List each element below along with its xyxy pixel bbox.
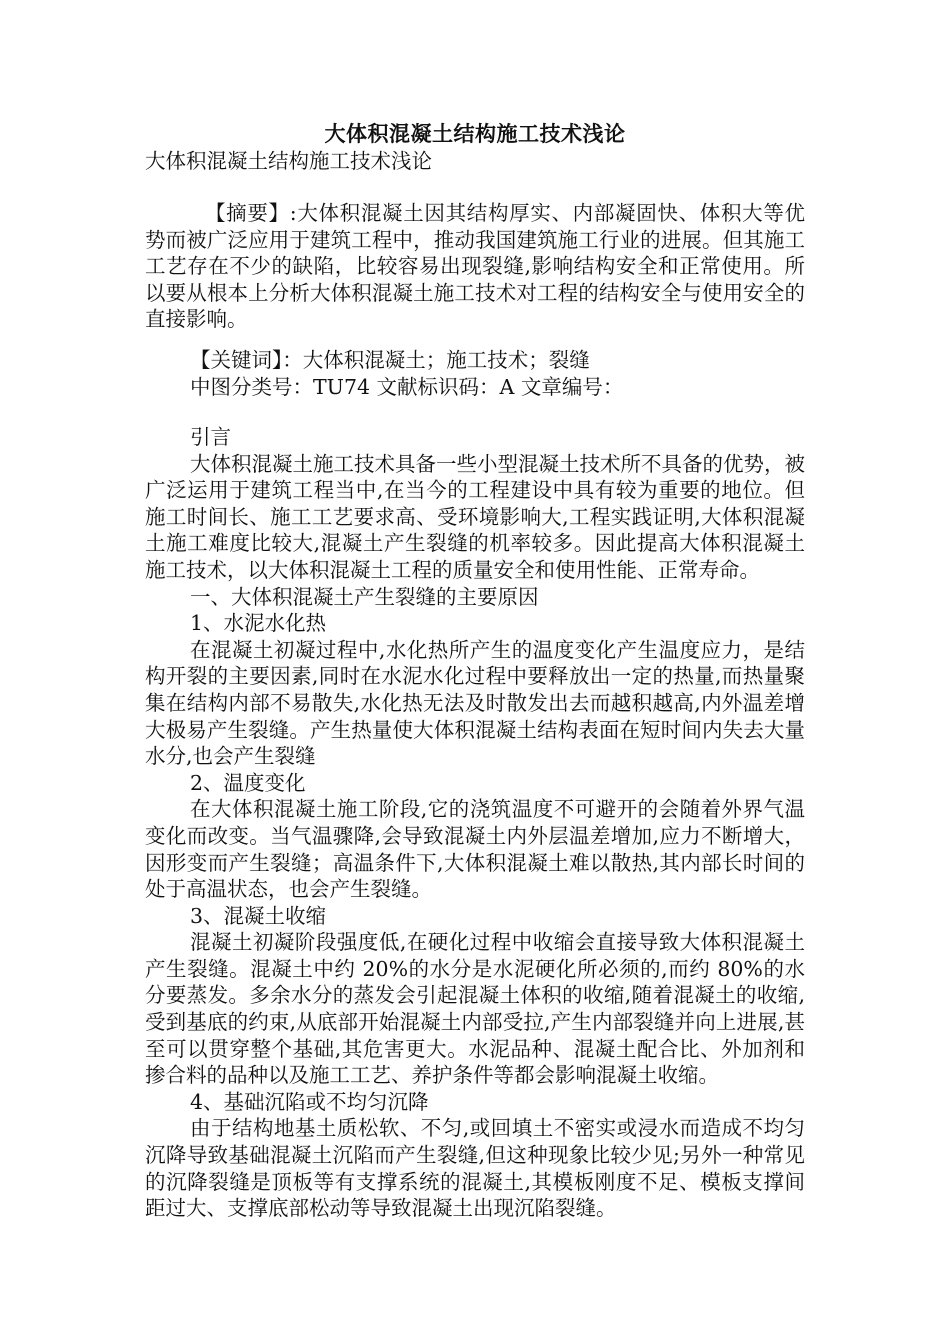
- abstract-paragraph: 【摘要】:大体积混凝土因其结构厚实、内部凝固快、体积大等优势而被广泛应用于建筑工程中，推动我国建筑施工行业的进展。但其施工工艺存在不少的缺陷，比较容易出现裂缝,影响结构安全和正常使用。所以要从根本上分析大体积混凝土施工技术对工程的结构安全与使用安全的直接影响。: [145, 201, 805, 332]
- settlement-paragraph: 由于结构地基土质松软、不匀,或回填土不密实或浸水而造成不均匀沉降导致基础混凝土沉陷而产生裂缝,但这种现象比较少见;另外一种常见的沉降裂缝是顶板等有支撑系统的混凝土,其模板刚度不足、模板支撑间距过大、支撑底部松动等导致混凝土出现沉陷裂缝。: [145, 1116, 805, 1221]
- keywords-block: [145, 347, 805, 400]
- intro-heading: 引言: [190, 425, 231, 449]
- document-title: 大体积混凝土结构施工技术浅论: [324, 121, 626, 146]
- abstract-block: [145, 200, 805, 333]
- subsection-heading-hydration-heat: 1、水泥水化热: [190, 611, 327, 636]
- hydration-heat-paragraph: 在混凝土初凝过程中,水化热所产生的温度变化产生温度应力，是结构开裂的主要因素,同时在水泥水化过程中要释放出一定的热量,而热量聚集在结构内部不易散失,水化热无法及时散发出去而越积越高,内外温差增大极易产生裂缝。产生热量使大体积混凝土结构表面在短时间内失去大量水分,也会产生裂缝: [145, 637, 805, 769]
- subsection-heading-shrinkage: 3、混凝土收缩: [190, 903, 327, 928]
- temperature-paragraph: 在大体积混凝土施工阶段,它的浇筑温度不可避开的会随着外界气温变化而改变。当气温骤降,会导致混凝土内外层温差增加,应力不断增大，因形变而产生裂缝；高温条件下,大体积混凝土难以散热,其内部长时间的处于高温状态，也会产生裂缝。: [145, 797, 805, 902]
- subsection-heading-temperature: 2、温度变化: [190, 770, 306, 795]
- subsection-heading-settlement: 4、基础沉陷或不均匀沉降: [190, 1089, 429, 1114]
- main-body: [145, 424, 805, 1222]
- intro-paragraph: 大体积混凝土施工技术具备一些小型混凝土技术所不具备的优势，被广泛运用于建筑工程当中,在当今的工程建设中具有较为重要的地位。但施工时间长、施工工艺要求高、受环境影响大,工程实践证明,大体积混凝土施工难度比较大,混凝土产生裂缝的机率较多。因此提高大体积混凝土施工技术，以大体积混凝土工程的质量安全和使用性能、正常寿命。: [145, 451, 805, 582]
- document-subtitle-block: [145, 148, 805, 175]
- classification-line: 中图分类号：TU74 文献标识码：A 文章编号：: [190, 374, 624, 399]
- keywords-line: 【关键词】：大体积混凝土；施工技术；裂缝: [190, 348, 590, 372]
- section-heading-causes: 一、大体积混凝土产生裂缝的主要原因: [190, 584, 539, 609]
- document-subtitle: 大体积混凝土结构施工技术浅论: [145, 149, 432, 173]
- shrinkage-paragraph: 混凝土初凝阶段强度低,在硬化过程中收缩会直接导致大体积混凝土产生裂缝。混凝土中约 20%的水分是水泥硬化所必须的,而约 80%的水分要蒸发。多余水分的蒸发会引起混凝土体积的收缩,随着混凝土的收缩,受到基底的约束,从底部开始混凝土内部受拉,产生内部裂缝并向上进展,甚至可以贯穿整个基础,其危害更大。水泥品种、混凝土配合比、外加剂和掺合料的品种以及施工工艺、养护条件等都会影响混凝土收缩。: [145, 930, 805, 1088]
